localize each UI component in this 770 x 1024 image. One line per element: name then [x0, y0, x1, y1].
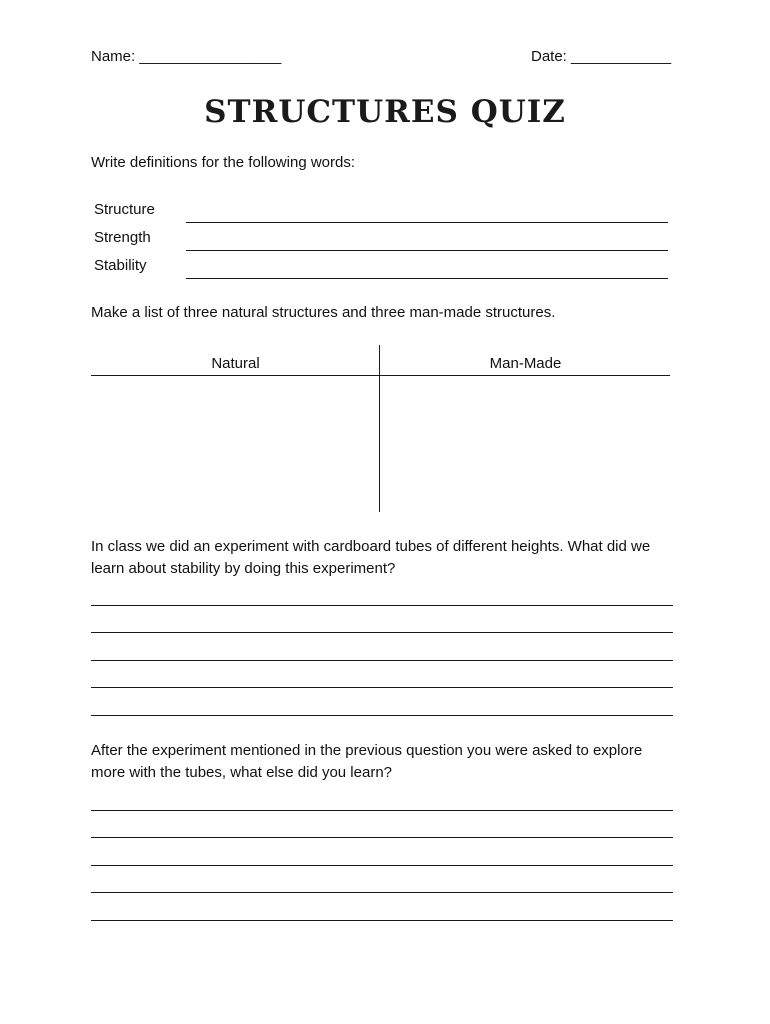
structure-answer-line[interactable] — [186, 222, 668, 223]
q1-answer-line[interactable] — [91, 715, 673, 716]
q1-answer-line[interactable] — [91, 632, 673, 633]
q1-answer-line[interactable] — [91, 660, 673, 661]
natural-column-header: Natural — [211, 355, 260, 372]
definitions-instruction: Write definitions for the following words: — [91, 154, 356, 171]
list-instruction: Make a list of three natural structures and three man-made structures. — [91, 304, 556, 321]
man-made-answer-area[interactable] — [382, 378, 670, 512]
q2-answer-line[interactable] — [91, 837, 673, 838]
q1-answer-line[interactable] — [91, 605, 673, 606]
t-chart-vertical-line — [379, 345, 380, 512]
q2-answer-line[interactable] — [91, 892, 673, 893]
stability-answer-line[interactable] — [186, 278, 668, 279]
q1-answer-line[interactable] — [91, 687, 673, 688]
question-2-text: After the experiment mentioned in the previous question you were asked to explore more with the tubes, what else did you learn? — [91, 742, 643, 781]
word-stability-label: Stability — [94, 257, 147, 274]
q2-answer-line[interactable] — [91, 920, 673, 921]
strength-answer-line[interactable] — [186, 250, 668, 251]
question-1-text: In class we did an experiment with cardboard tubes of different heights. What did we learn about stability by doing this experiment? — [91, 538, 651, 577]
natural-answer-area[interactable] — [91, 378, 378, 512]
t-chart-horizontal-line — [91, 375, 670, 376]
page-title: STRUCTURES QUIZ — [204, 94, 566, 130]
word-structure-label: Structure — [94, 201, 155, 218]
date-field[interactable]: Date: ____________ — [531, 48, 672, 65]
q2-answer-line[interactable] — [91, 865, 673, 866]
name-field[interactable]: Name: _________________ — [91, 48, 282, 65]
word-strength-label: Strength — [94, 229, 151, 246]
q2-answer-line[interactable] — [91, 810, 673, 811]
man-made-column-header: Man-Made — [489, 355, 562, 372]
